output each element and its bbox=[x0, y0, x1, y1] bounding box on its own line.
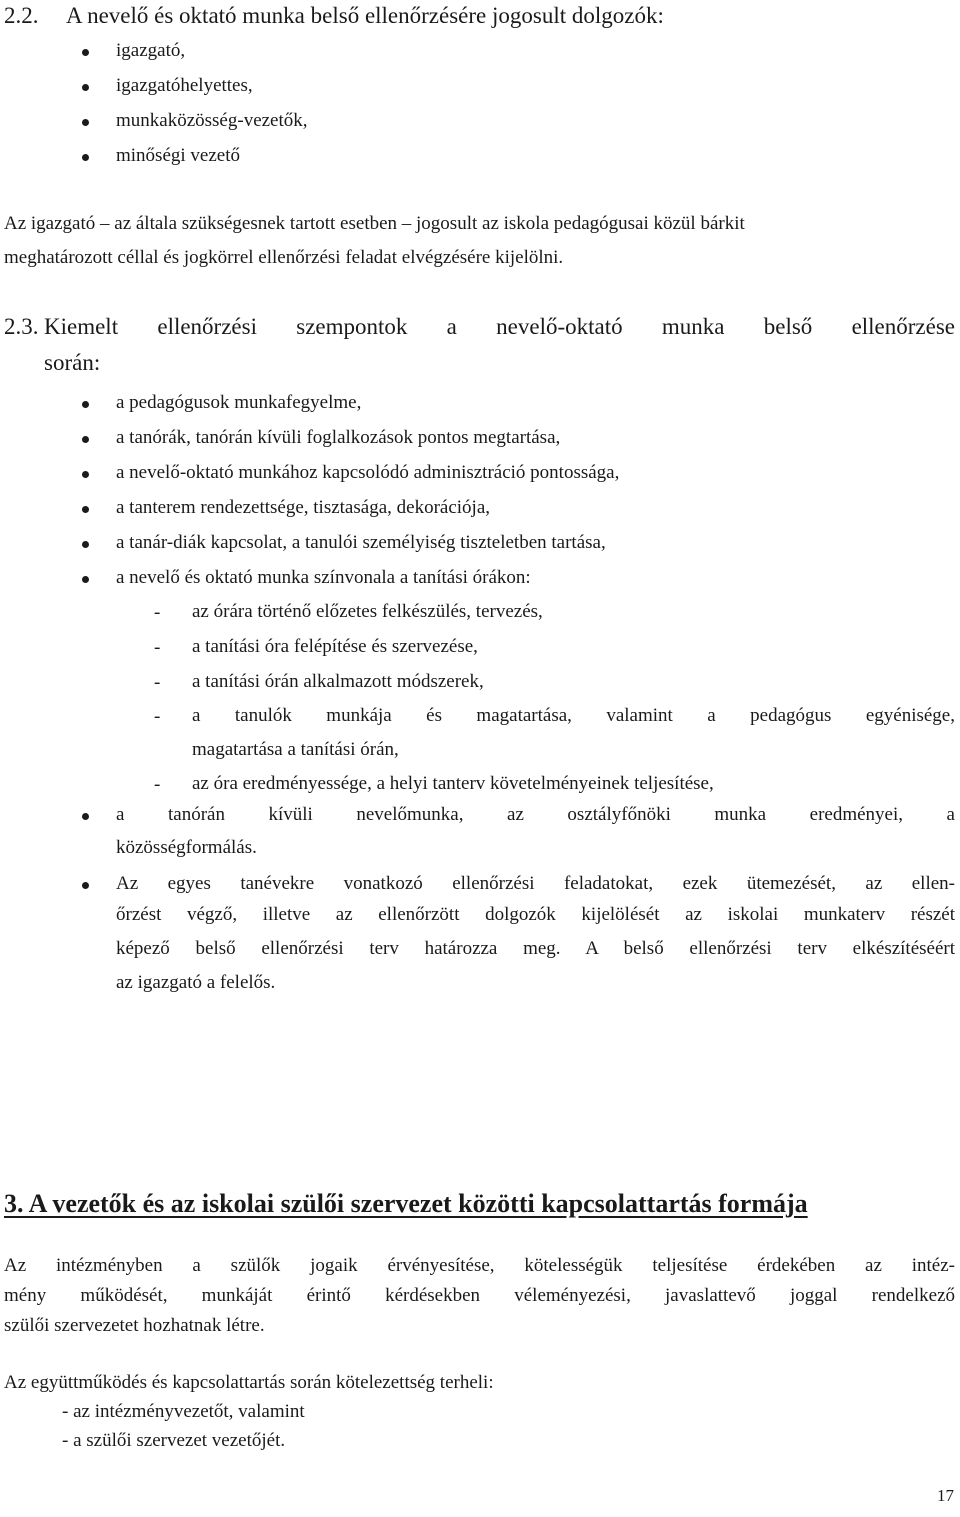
section-2-2-title: A nevelő és oktató munka belső ellenőrzésére jogosult dolgozók: bbox=[66, 3, 664, 28]
paragraph-line: Az együttműködés és kapcsolattartás során kötelezettség terheli: bbox=[4, 1372, 494, 1393]
list-item: Az egyes tanévekre vonatkozó ellenőrzési feladatokat, ezek ütemezését, az ellen- bbox=[116, 873, 955, 895]
bullet-icon bbox=[82, 576, 89, 583]
section-2-3-number: 2.3. bbox=[4, 314, 39, 339]
list-item: igazgatóhelyettes, bbox=[116, 75, 253, 97]
dash-marker: - bbox=[154, 774, 161, 795]
dash-marker: - bbox=[154, 672, 161, 693]
list-item: a nevelő-oktató munkához kapcsolódó adminisztráció pontossága, bbox=[116, 462, 619, 484]
bullet-icon bbox=[82, 401, 89, 408]
bullet-icon bbox=[82, 154, 89, 161]
bullet-icon bbox=[82, 471, 89, 478]
list-item-cont: őrzést végző, illetve az ellenőrzött dolgozók kijelölését az iskolai munkaterv részét bbox=[116, 904, 955, 925]
bullet-icon bbox=[82, 541, 89, 548]
bullet-icon bbox=[82, 813, 89, 820]
section-2-3-title-cont: során: bbox=[44, 350, 101, 375]
paragraph-line: szülői szervezetet hozhatnak létre. bbox=[4, 1315, 265, 1336]
section-2-2-number: 2.2. bbox=[4, 3, 39, 28]
sub-list-item: a tanítási órán alkalmazott módszerek, bbox=[192, 671, 484, 692]
dash-marker: - bbox=[154, 637, 161, 658]
list-item: a tanórák, tanórán kívüli foglalkozások pontos megtartása, bbox=[116, 427, 560, 449]
bullet-icon bbox=[82, 49, 89, 56]
list-item: a tanterem rendezettsége, tisztasága, dekorációja, bbox=[116, 497, 490, 519]
list-item: a nevelő és oktató munka színvonala a tanítási órákon: bbox=[116, 567, 531, 589]
page-number: 17 bbox=[937, 1486, 954, 1505]
bullet-icon bbox=[82, 84, 89, 91]
list-item-cont: közösségformálás. bbox=[116, 837, 257, 858]
paragraph-line: meghatározott céllal és jogkörrel ellenőrzési feladat elvégzésére kijelölni. bbox=[4, 247, 564, 268]
dash-marker: - bbox=[154, 602, 161, 623]
section-2-3-title: Kiemelt ellenőrzési szempontok a nevelő-oktató munka belső ellenőrzése bbox=[44, 314, 955, 339]
list-item: minőségi vezető bbox=[116, 145, 240, 167]
paragraph-line: - az intézményvezetőt, valamint bbox=[62, 1401, 305, 1422]
bullet-icon bbox=[82, 119, 89, 126]
paragraph-line: Az igazgató – az általa szükségesnek tartott esetben – jogosult az iskola pedagógusai közül bárkit bbox=[4, 213, 745, 234]
paragraph-line: Az intézményben a szülők jogaik érvényesítése, kötelességük teljesítése érdekében az intéz- bbox=[4, 1255, 955, 1276]
section-3-heading: 3. A vezetők és az iskolai szülői szervezet közötti kapcsolattartás formája bbox=[4, 1189, 808, 1218]
bullet-icon bbox=[82, 882, 89, 889]
list-item-cont: az igazgató a felelős. bbox=[116, 972, 276, 993]
sub-list-item-cont: magatartása a tanítási órán, bbox=[192, 739, 399, 760]
paragraph-line: mény működését, munkáját érintő kérdésekben véleményezési, javaslattevő joggal rendelkező bbox=[4, 1285, 955, 1306]
sub-list-item: a tanulók munkája és magatartása, valamint a pedagógus egyénisége, bbox=[192, 705, 955, 726]
dash-marker: - bbox=[154, 706, 161, 727]
sub-list-item: a tanítási óra felépítése és szervezése, bbox=[192, 636, 478, 657]
paragraph-line: - a szülői szervezet vezetőjét. bbox=[62, 1430, 286, 1451]
list-item: igazgató, bbox=[116, 40, 185, 62]
list-item-cont: képező belső ellenőrzési terv határozza meg. A belső ellenőrzési terv elkészítéséért bbox=[116, 938, 955, 959]
bullet-icon bbox=[82, 436, 89, 443]
sub-list-item: az órára történő előzetes felkészülés, tervezés, bbox=[192, 601, 543, 622]
sub-list-item: az óra eredményessége, a helyi tanterv követelményeinek teljesítése, bbox=[192, 773, 714, 794]
list-item: a tanár-diák kapcsolat, a tanulói személyiség tiszteletben tartása, bbox=[116, 532, 606, 554]
list-item: a tanórán kívüli nevelőmunka, az osztályfőnöki munka eredményei, a bbox=[116, 804, 955, 826]
list-item: munkaközösség-vezetők, bbox=[116, 110, 308, 132]
bullet-icon bbox=[82, 506, 89, 513]
list-item: a pedagógusok munkafegyelme, bbox=[116, 392, 361, 414]
